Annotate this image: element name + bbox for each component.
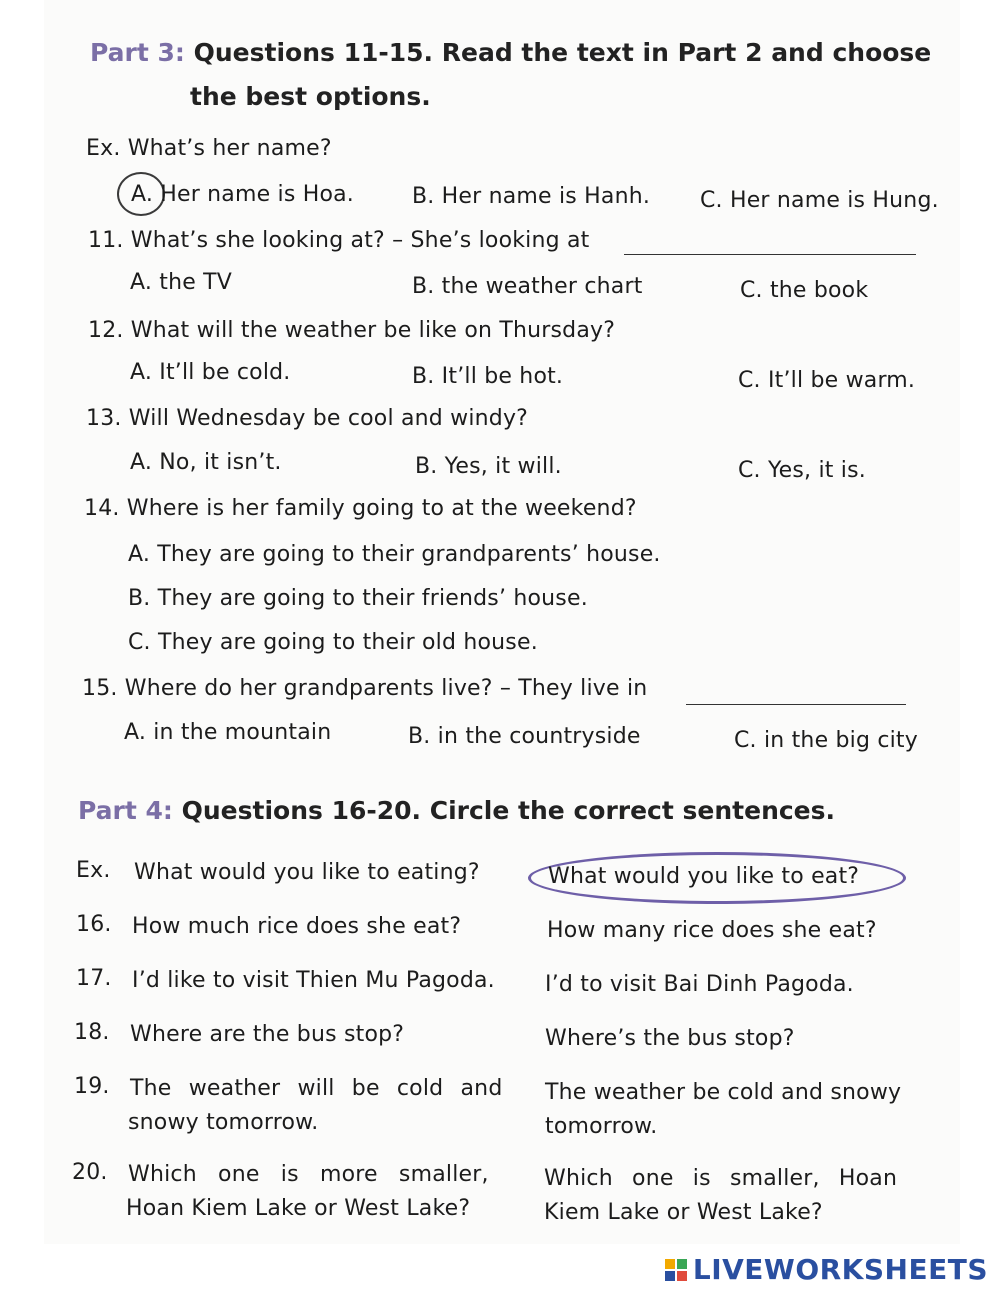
part4-example-right[interactable]: What would you like to eat? (548, 864, 860, 889)
row-17-left[interactable]: I’d like to visit Thien Mu Pagoda. (132, 968, 495, 993)
logo-square-1 (665, 1259, 675, 1269)
row-20-right-line2[interactable]: Kiem Lake or West Lake? (544, 1200, 823, 1225)
q11-option-b[interactable]: B. the weather chart (412, 274, 643, 299)
logo-squares-icon (665, 1259, 687, 1281)
part4-label: Part 4: (78, 796, 173, 825)
row-20-left-line1[interactable]: Which one is more smaller, (128, 1162, 489, 1187)
row-19-left-line2[interactable]: snowy tomorrow. (128, 1110, 319, 1135)
q12-option-a[interactable]: A. It’ll be cold. (130, 360, 291, 385)
logo-square-3 (665, 1271, 675, 1281)
example-option-b[interactable]: B. Her name is Hanh. (412, 184, 651, 209)
row-19-right-line2[interactable]: tomorrow. (545, 1114, 658, 1139)
answer-blank-15[interactable] (686, 704, 906, 705)
example-option-a[interactable]: A. Her name is Hoa. (131, 182, 354, 207)
part4-example-num: Ex. (76, 858, 111, 883)
logo-square-4 (677, 1271, 687, 1281)
row-19-right-line1[interactable]: The weather be cold and snowy (545, 1080, 902, 1105)
row-16-num: 16. (76, 912, 112, 937)
brand-name: LIVEWORKSHEETS (692, 1253, 988, 1286)
q13-option-c[interactable]: C. Yes, it is. (738, 458, 866, 483)
question-15: 15. Where do her grandparents live? – They live in (82, 676, 648, 701)
row-18-right[interactable]: Where’s the bus stop? (545, 1026, 795, 1051)
part3-title-line1: Questions 11-15. Read the text in Part 2 and choose (193, 38, 932, 67)
row-18-left[interactable]: Where are the bus stop? (130, 1022, 405, 1047)
question-11: 11. What’s she looking at? – She’s looking at (88, 228, 590, 253)
q15-option-b[interactable]: B. in the countryside (408, 724, 641, 749)
part4-title: Questions 16-20. Circle the correct sentences. (181, 796, 836, 825)
q15-option-c[interactable]: C. in the big city (734, 728, 918, 753)
q13-option-a[interactable]: A. No, it isn’t. (130, 450, 282, 475)
q14-option-a[interactable]: A. They are going to their grandparents’ house. (128, 542, 661, 567)
row-18-num: 18. (74, 1020, 110, 1045)
row-19-left-line1[interactable]: The weather will be cold and (130, 1076, 503, 1101)
row-17-num: 17. (76, 966, 112, 991)
liveworksheets-logo (665, 1253, 988, 1286)
part3-label: Part 3: (90, 38, 185, 67)
row-20-num: 20. (72, 1160, 108, 1185)
row-20-left-line2[interactable]: Hoan Kiem Lake or West Lake? (126, 1196, 471, 1221)
question-13: 13. Will Wednesday be cool and windy? (86, 406, 529, 431)
row-16-right[interactable]: How many rice does she eat? (547, 918, 877, 943)
row-16-left[interactable]: How much rice does she eat? (132, 914, 462, 939)
part3-header (90, 38, 931, 67)
logo-square-2 (677, 1259, 687, 1269)
part4-example-left[interactable]: What would you like to eating? (134, 860, 480, 885)
q14-option-c[interactable]: C. They are going to their old house. (128, 630, 538, 655)
q13-option-b[interactable]: B. Yes, it will. (415, 454, 562, 479)
q15-option-a[interactable]: A. in the mountain (124, 720, 332, 745)
q11-option-a[interactable]: A. the TV (130, 270, 233, 295)
q12-option-c[interactable]: C. It’ll be warm. (738, 368, 916, 393)
example-option-c[interactable]: C. Her name is Hung. (700, 188, 939, 213)
q11-option-c[interactable]: C. the book (740, 278, 869, 303)
row-20-right-line1[interactable]: Which one is smaller, Hoan (544, 1166, 898, 1191)
part3-title-line2: the best options. (190, 82, 431, 111)
row-19-num: 19. (74, 1074, 110, 1099)
question-12: 12. What will the weather be like on Thursday? (88, 318, 616, 343)
answer-blank-11[interactable] (624, 254, 916, 255)
question-14: 14. Where is her family going to at the weekend? (84, 496, 637, 521)
part4-header (78, 796, 835, 825)
q12-option-b[interactable]: B. It’ll be hot. (412, 364, 564, 389)
example-question: Ex. What’s her name? (86, 136, 332, 161)
row-17-right[interactable]: I’d to visit Bai Dinh Pagoda. (545, 972, 854, 997)
q14-option-b[interactable]: B. They are going to their friends’ house. (128, 586, 588, 611)
